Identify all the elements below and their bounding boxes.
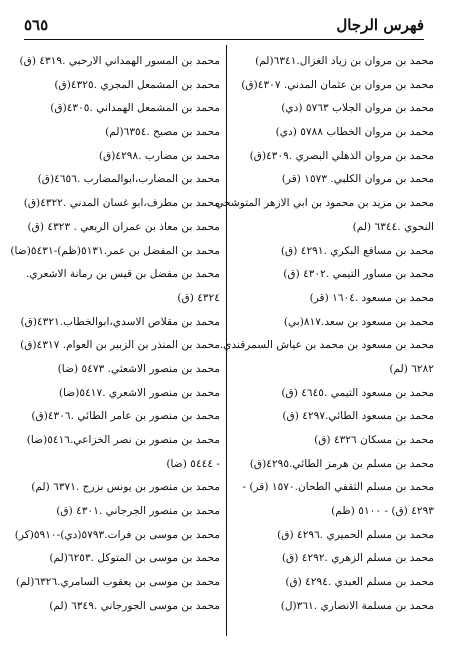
- index-entry: محمد بن مسافع البكري .٤٢٩١ (ق): [280, 244, 434, 257]
- page-number: ٥٦٥: [24, 16, 49, 34]
- index-entry: محمد بن مروان بن زياد الغزال.٦٣٤١(لم): [255, 55, 434, 67]
- index-entry: - ٥٤٤٤ (ضا): [166, 457, 220, 470]
- index-entry: محمد بن مسلمة الانصاري .٣٦١(ل): [280, 599, 434, 612]
- index-entry: ٤٣٢٤ (ق): [177, 291, 220, 304]
- left-column: [10, 50, 220, 619]
- index-entry: محمد بن مقلاص الاسدي،ابوالخطاب.٤٣٢١(ق): [20, 315, 220, 328]
- index-entry: محمد بن مزيد بن محمود بن ابي الازهر المتوشحي: [215, 197, 434, 210]
- right-column: [215, 50, 434, 619]
- index-entry: محمد بن معاذ بن عمران الربعي . ٤٣٢٣ (ق): [27, 220, 220, 233]
- index-entry: محمد بن مسلم بن هرمز الطائي.٤٢٩٥(ق): [249, 457, 434, 470]
- index-entry: محمد بن مسلم الزهري .٤٢٩٢ (ق): [281, 552, 434, 565]
- index-entry: محمد بن مسلم الحميري .٤٢٩٦ (ق): [277, 528, 434, 541]
- index-entry: محمد بن مسعود بن محمد بن عياش السمرقندي.: [219, 339, 434, 352]
- index-entry: محمد بن موسى بن فرات.٥٧٩٣(دي)-٥٩١٠(كر): [14, 528, 220, 541]
- index-entry: محمد بن مسعود .١٦٠٤ (قر): [309, 291, 434, 304]
- index-entry: محمد بن منصور الاشعري .٥٤١٧(ضا): [58, 386, 220, 399]
- index-entry: محمد بن منصور الاشعثي. ٥٤٧٣ (ضا): [57, 362, 220, 375]
- index-entry: محمد بن المسور الهمداني الارحبي .٤٣١٩ (ق): [19, 55, 220, 67]
- index-entry: محمد بن مصبح .٦٣٥٤(لم): [105, 126, 220, 139]
- index-entry: محمد بن مسكان ٤٣٢٦ (ق): [314, 434, 434, 446]
- index-entry: محمد بن مسلم العبدي .٤٢٩٤ (ق): [285, 576, 434, 589]
- index-entry: محمد بن مروان الذهلي البصري .٤٣٠٩(ق): [249, 149, 434, 162]
- index-entry: محمد بن مروان الجلاب ٥٧٦٣ (دي): [281, 102, 434, 115]
- index-entry: محمد بن المضارب،ابوالمضارب .٤٦٥٦(ق): [37, 173, 220, 186]
- index-entry: محمد بن المفضل بن عمر.٥١٣١(ظم)-٥٤٣١(ضا): [10, 244, 220, 257]
- index-entry: محمد بن موسى الجورجاني .٦٣٤٩ (لم): [49, 599, 220, 612]
- index-entry: ٤٢٩٣ (ق) - ٥١٠٠ (ظم): [331, 505, 434, 518]
- index-entry: النحوي .٦٣٤٤ (لم): [352, 220, 434, 233]
- index-entry: محمد بن مسعود التيمي .٤٦٤٥ (ق): [281, 386, 434, 399]
- index-entry: محمد بن منصور الجرجاني .٤٣٠١ (ق): [56, 505, 220, 518]
- index-entry: محمد بن المنذر بن الزبير بن العوام. ٤٣١٧(ق): [20, 339, 220, 352]
- index-entry: محمد بن مروان الخطاب ٥٧٨٨ (دي): [275, 126, 434, 139]
- index-entry: محمد بن منصور بن نصر الخزاعي.٥٤١٦(ضا): [26, 434, 220, 446]
- page-header: [24, 12, 424, 34]
- index-entry: محمد بن مضارب .٤٢٩٨(ق): [98, 149, 220, 162]
- index-entry: محمد بن موسى بن يعقوب السامري.٦٣٢٦(لم): [15, 576, 220, 589]
- index-entry: ٦٢٨٢ (لم): [389, 362, 434, 375]
- index-entry: محمد بن مسعود بن سعد.٨١٧(بي): [283, 315, 434, 328]
- index-entry: محمد بن مسلم الثقفي الطحان.١٥٧٠ (قر) -: [242, 481, 434, 494]
- index-entry: محمد بن مساور التيمي .٤٣٠٢ (ق): [283, 268, 434, 281]
- running-title: فهرس الرجال: [336, 16, 424, 34]
- index-entry: محمد بن المشمعل الهمداني .٤٣٠٥(ق): [50, 102, 220, 115]
- index-entry: محمد بن منصور بن يونس بزرج .٦٣٧١ (لم): [31, 481, 220, 494]
- index-entry: محمد بن مطرف،ابو غسان المدني .٤٣٢٢(ق): [23, 197, 220, 210]
- index-entry: محمد بن منصور بن عامر الطائي .٤٣٠٦(ق): [31, 410, 220, 423]
- index-entry: محمد بن مروان بن عثمان المدني. ٤٣٠٧(ق): [241, 78, 434, 91]
- index-entry: محمد بن مسعود الطائي.٤٢٩٧ (ق): [282, 410, 434, 423]
- index-entry: محمد بن مروان الكلبي. ١٥٧٣ (قر): [281, 173, 434, 186]
- index-entry: محمد بن المشمعل المجري .٤٣٢٥(ق): [54, 78, 220, 91]
- header-rule: [24, 39, 424, 40]
- index-entry: محمد بن مفضل بن قيس بن رمانة الاشعري.: [26, 268, 220, 281]
- index-entry: محمد بن موسى بن المتوكل .٦٢٥٣(لم): [49, 552, 220, 565]
